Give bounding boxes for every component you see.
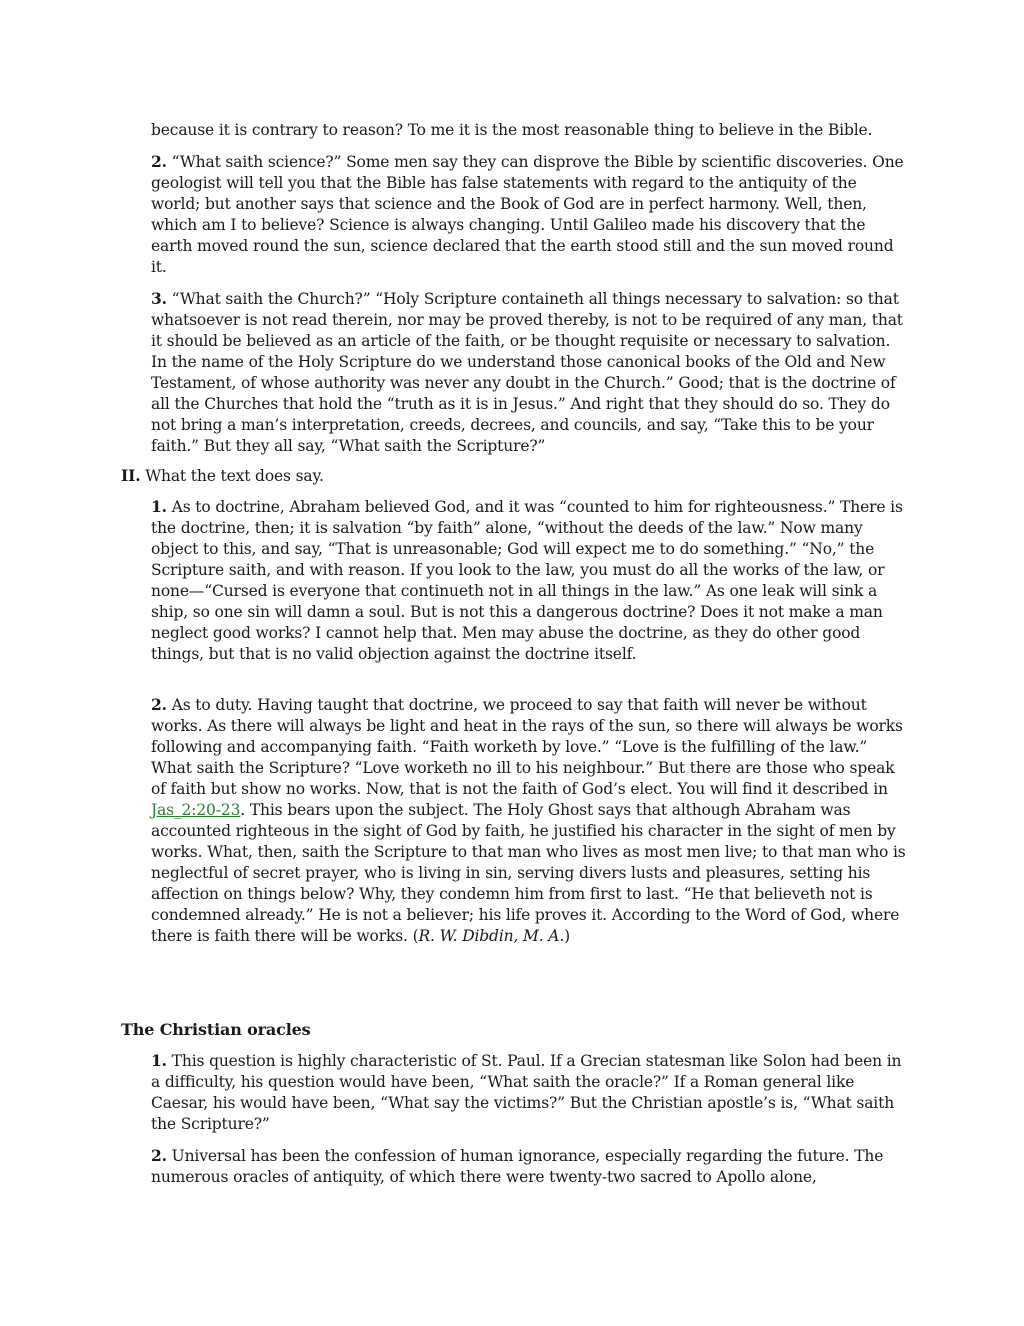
paragraph-text: “What saith the Church?” “Holy Scripture containeth all things necessary to salvation: so that whatsoever is not read therein, nor may be proved thereby, is not to be required of any man, that it should be believed as an article of the faith, or be thought requisite or necessary to salvation. In the name of the Holy Scripture do we understand those canonical books of the Old and New Testament, of whose authority was never any doubt in the Church.” Good; that is the doctrine of all the Churches that hold the “truth as it is in Jesus.” And right that they should do so. They do not bring a man’s interpretation, creeds, decrees, and councils, and say, “Take this to be your faith.” But they all say, “What saith the Scripture?” (151, 290, 903, 455)
paragraph-oracles-2 (151, 1145, 907, 1188)
paragraph-text: because it is contrary to reason? To me it is the most reasonable thing to believe in the Bible. (151, 121, 873, 139)
paragraph-text: Universal has been the confession of human ignorance, especially regarding the future. The numerous oracles of antiquity, of which there were twenty-two sacred to Apollo alone, (151, 1147, 884, 1186)
paragraph-number: 1. (151, 1051, 167, 1070)
paragraph-number: 2. (151, 695, 167, 714)
paragraph-text: ) (564, 927, 571, 945)
paragraph-text: As to doctrine, Abraham believed God, and it was “counted to him for righteousness.” There is the doctrine, then; it is salvation “by faith” alone, “without the deeds of the law.” Now many object to this, and say, “That is unreasonable; God will expect me to do something.” “No,” the Scripture saith, and with reason. If you look to the law, you must do all the works of the law, or none—“Cursed is everyone that continueth not in all things in the law.” As one leak will sink a ship, so one sin will damn a soul. But is not this a dangerous doctrine? Does it not make a man neglect good works? I cannot help that. Men may abuse the doctrine, as they do other good things, but that is no valid objection against the doctrine itself. (151, 498, 903, 663)
paragraph-science (151, 151, 907, 278)
paragraph-number: 2. (151, 152, 167, 171)
section-heading-ii (121, 465, 901, 487)
paragraph-text: . This bears upon the subject. The Holy Ghost says that although Abraham was accounted righteous in the sight of God by faith, he justified his character in the sight of men by works. What, then, saith the Scripture to that man who lives as most men live; to that man who is neglectful of secret prayer, who is living in sin, serving divers lusts and pleasures, setting his affection on things below? Why, they condemn him from first to last. “He that believeth not is condemned already.” He is not a believer; his life proves it. According to the Word of God, where there is faith there will be works. ( (151, 801, 906, 945)
scripture-reference-link[interactable]: Jas_2:20-23 (151, 801, 241, 819)
section-numeral: II. (121, 466, 141, 485)
section-title: The Christian oracles (121, 1020, 311, 1039)
paragraph-duty (151, 694, 907, 947)
paragraph-text: “What saith science?” Some men say they can disprove the Bible by scientific discoveries. One geologist will tell you that the Bible has false statements with regard to the antiquity of the world; but another says that science and the Book of God are in perfect harmony. Well, then, which am I to believe? Science is always changing. Until Galileo made his discovery that the earth moved round the sun, science declared that the earth stood still and the sun moved round it. (151, 153, 904, 276)
paragraph-church (151, 288, 907, 457)
paragraph-number: 2. (151, 1146, 167, 1165)
paragraph-text: As to duty. Having taught that doctrine, we proceed to say that faith will never be without works. As there will always be light and heat in the rays of the sun, so there will always be works following and accompanying faith. “Faith worketh by love.” “Love is the fulfilling of the law.” What saith the Scripture? “Love worketh no ill to his neighbour.” But there are those who speak of faith but show no works. Now, that is not the faith of God’s elect. You will find it described in (151, 696, 903, 798)
paragraph-number: 1. (151, 497, 167, 516)
paragraph-number: 3. (151, 289, 167, 308)
section-text: What the text does say. (140, 467, 324, 485)
paragraph-continuation (151, 120, 907, 141)
paragraph-doctrine (151, 496, 907, 665)
paragraph-oracles-1 (151, 1050, 907, 1135)
paragraph-text: This question is highly characteristic of St. Paul. If a Grecian statesman like Solon had been in a difficulty, his question would have been, “What saith the oracle?” If a Roman general like Caesar, his would have been, “What say the victims?” But the Christian apostle’s is, “What saith the Scripture?” (151, 1052, 902, 1133)
author-citation: R. W. Dibdin, M. A. (418, 927, 565, 945)
